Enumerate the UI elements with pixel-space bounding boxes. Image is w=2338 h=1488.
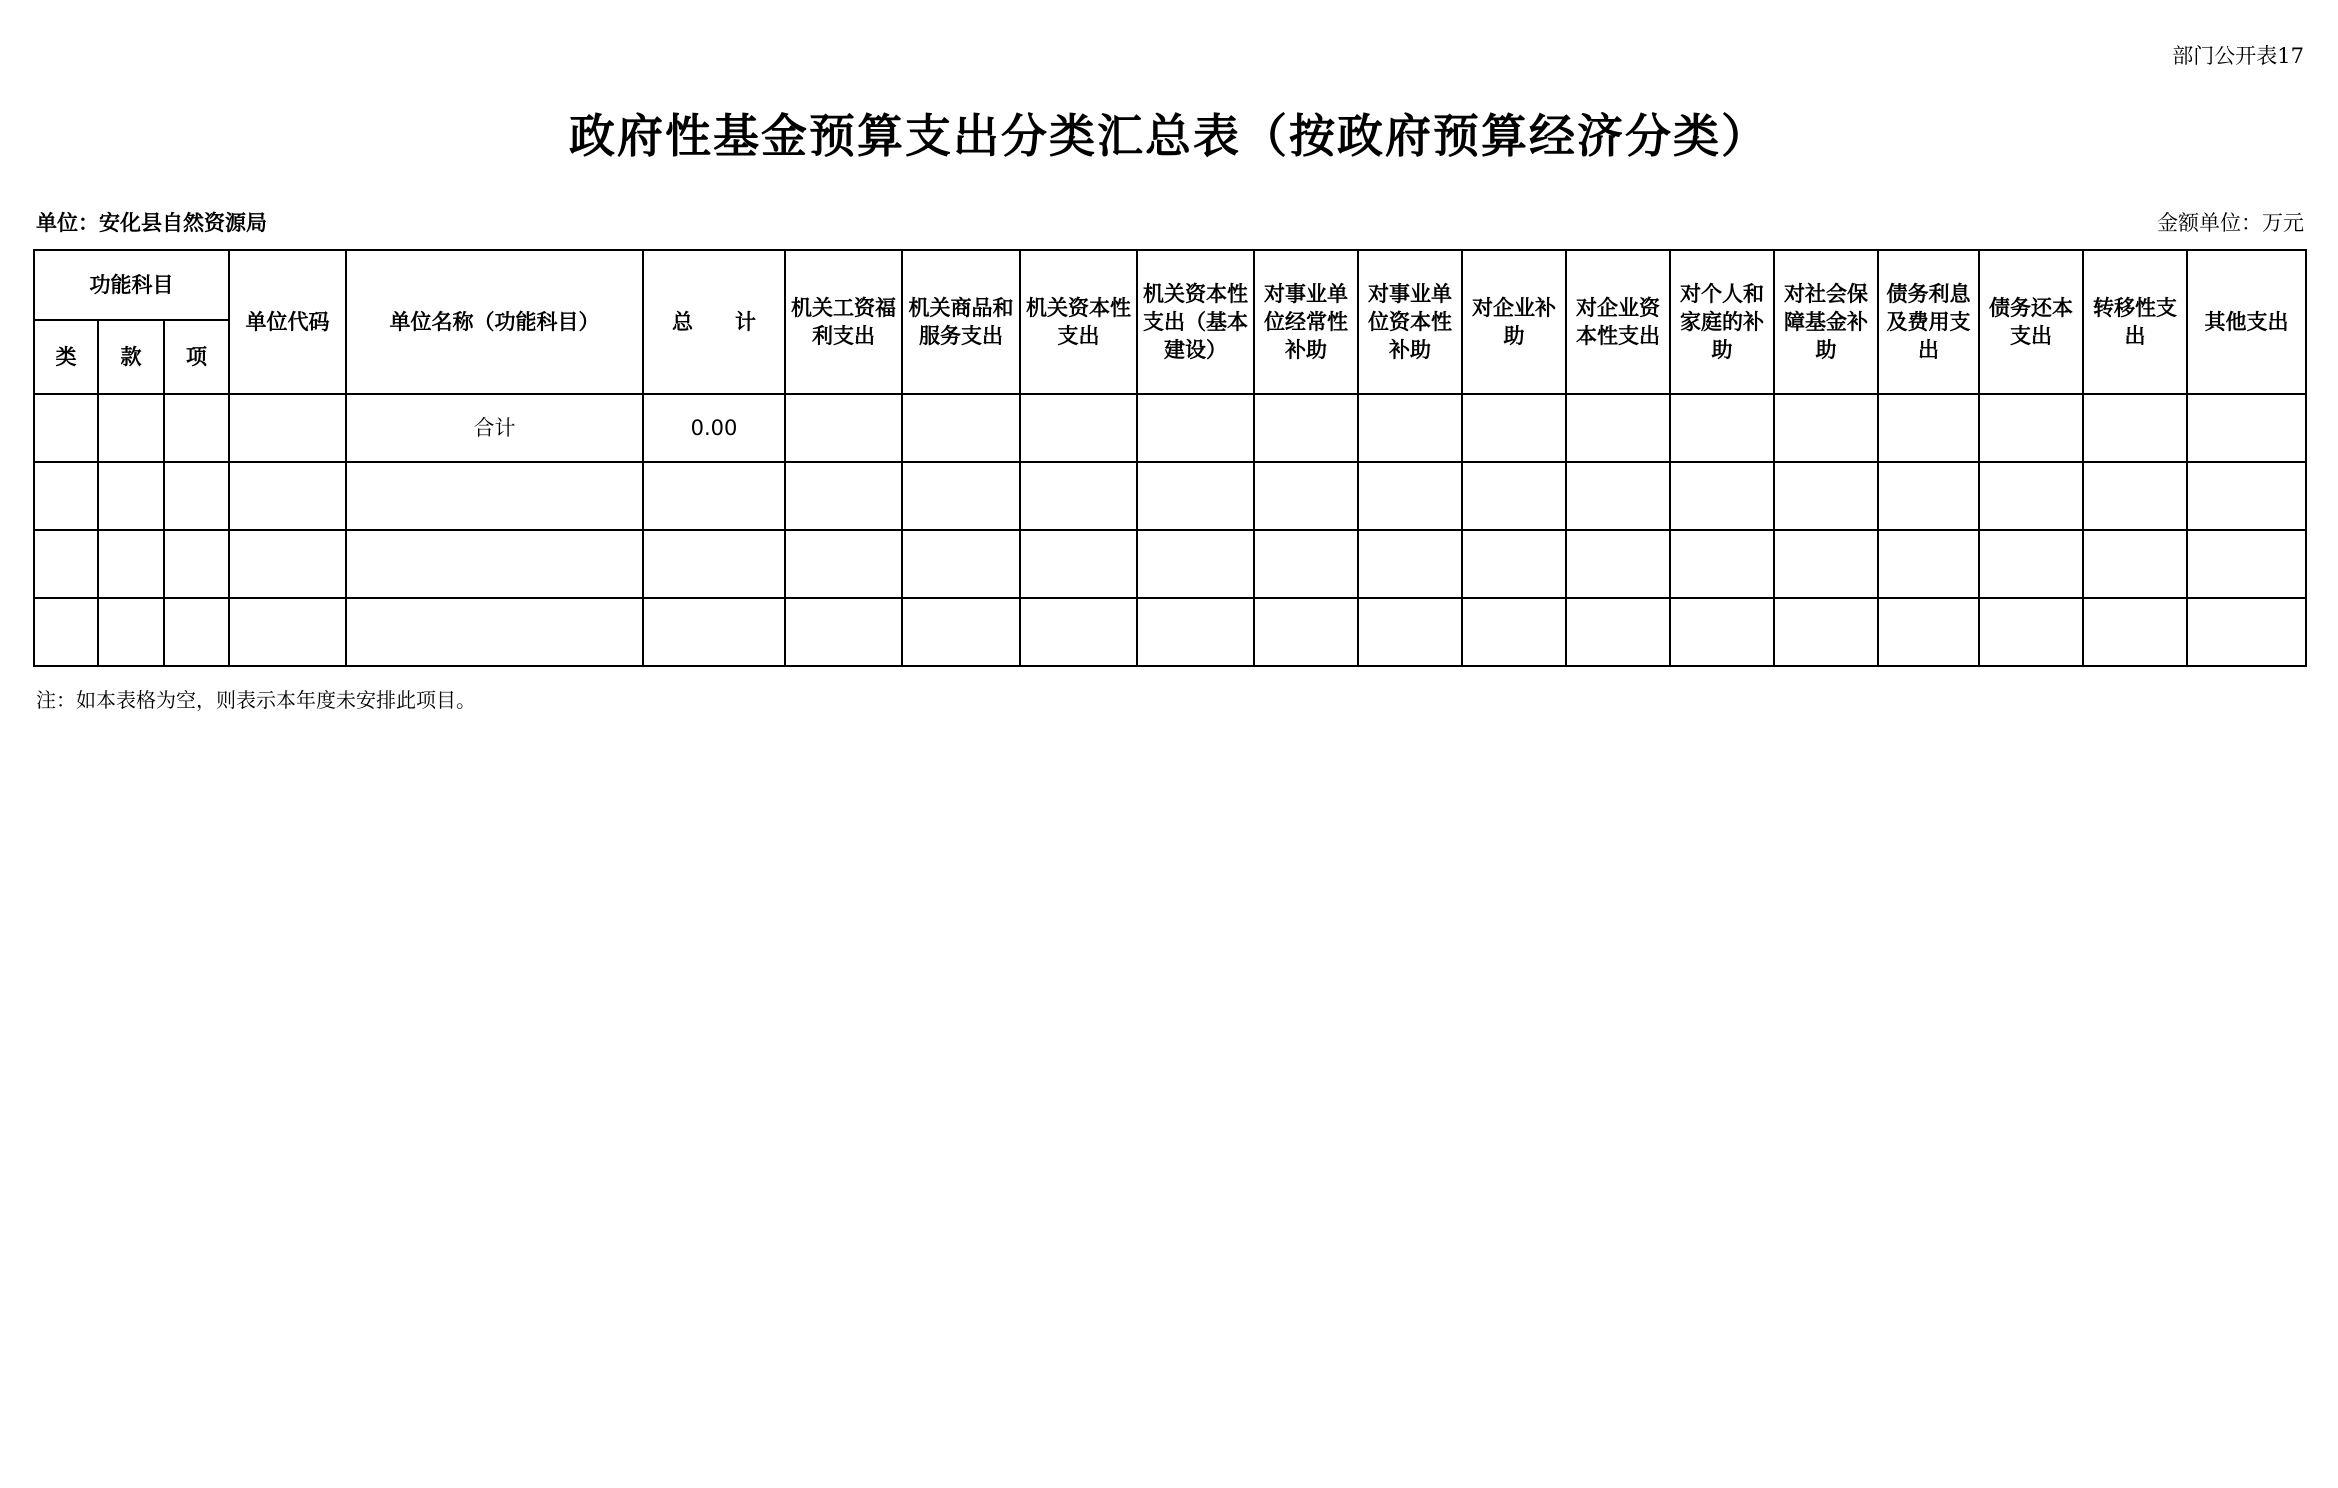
cell-unit-name <box>346 462 643 530</box>
cell <box>1137 530 1254 598</box>
cell-section <box>98 462 164 530</box>
cell-category <box>34 394 98 462</box>
budget-table <box>33 249 2307 667</box>
header-col-3: 机关资本性支出 <box>1020 250 1137 394</box>
cell <box>1358 530 1462 598</box>
cell <box>2187 462 2306 530</box>
cell <box>785 394 902 462</box>
cell <box>1566 394 1670 462</box>
header-item: 项 <box>164 320 229 394</box>
table-row <box>34 530 2306 598</box>
footnote: 注：如本表格为空，则表示本年度未安排此项目。 <box>36 688 476 712</box>
cell <box>902 462 1020 530</box>
cell <box>1670 462 1774 530</box>
cell <box>1670 598 1774 666</box>
cell-section <box>98 530 164 598</box>
cell <box>902 394 1020 462</box>
cell <box>1878 394 1979 462</box>
cell <box>1774 394 1878 462</box>
cell-item <box>164 394 229 462</box>
cell <box>902 530 1020 598</box>
cell <box>1462 598 1566 666</box>
cell-total: 0.00 <box>643 394 785 462</box>
header-col-11: 债务利息及费用支出 <box>1878 250 1979 394</box>
cell-item <box>164 462 229 530</box>
cell <box>785 530 902 598</box>
header-col-4: 机关资本性支出（基本建设） <box>1137 250 1254 394</box>
cell <box>1462 394 1566 462</box>
header-col-12: 债务还本支出 <box>1979 250 2083 394</box>
header-col-8: 对企业资本性支出 <box>1566 250 1670 394</box>
cell <box>1566 462 1670 530</box>
cell-unit-code <box>229 462 346 530</box>
cell <box>785 598 902 666</box>
cell-section <box>98 598 164 666</box>
table-row <box>34 394 2306 462</box>
cell <box>1670 530 1774 598</box>
cell <box>1020 530 1137 598</box>
cell <box>2083 530 2187 598</box>
header-col-2: 机关商品和服务支出 <box>902 250 1020 394</box>
cell-unit-code <box>229 394 346 462</box>
amount-unit: 金额单位：万元 <box>2157 211 2304 235</box>
page-title: 政府性基金预算支出分类汇总表（按政府预算经济分类） <box>569 109 1769 163</box>
header-col-13: 转移性支出 <box>2083 250 2187 394</box>
cell <box>1566 598 1670 666</box>
cell <box>1878 462 1979 530</box>
header-total: 总 计 <box>643 250 785 394</box>
reporting-unit: 单位：安化县自然资源局 <box>36 211 267 235</box>
header-unit-name: 单位名称（功能科目） <box>346 250 643 394</box>
cell <box>1979 394 2083 462</box>
cell <box>1979 530 2083 598</box>
cell <box>1774 598 1878 666</box>
header-unit-code: 单位代码 <box>229 250 346 394</box>
cell <box>1774 462 1878 530</box>
cell-unit-code <box>229 530 346 598</box>
cell <box>2083 394 2187 462</box>
cell-unit-name: 合计 <box>346 394 643 462</box>
cell <box>902 598 1020 666</box>
cell-unit-code <box>229 598 346 666</box>
cell <box>1358 598 1462 666</box>
cell <box>1878 598 1979 666</box>
cell <box>1670 394 1774 462</box>
header-category: 类 <box>34 320 98 394</box>
header-section: 款 <box>98 320 164 394</box>
cell-category <box>34 598 98 666</box>
cell <box>1254 598 1358 666</box>
header-functional-subject: 功能科目 <box>34 250 229 320</box>
cell <box>1979 462 2083 530</box>
header-col-14: 其他支出 <box>2187 250 2306 394</box>
cell-section <box>98 394 164 462</box>
cell <box>1254 530 1358 598</box>
cell-category <box>34 530 98 598</box>
cell-item <box>164 530 229 598</box>
cell <box>1358 462 1462 530</box>
cell <box>1774 530 1878 598</box>
cell-total <box>643 462 785 530</box>
cell-total <box>643 598 785 666</box>
cell <box>1358 394 1462 462</box>
cell-unit-name <box>346 530 643 598</box>
cell-category <box>34 462 98 530</box>
cell <box>1020 462 1137 530</box>
cell <box>1254 462 1358 530</box>
cell <box>2187 394 2306 462</box>
cell <box>1020 394 1137 462</box>
table-row <box>34 462 2306 530</box>
cell <box>2187 598 2306 666</box>
cell <box>2187 530 2306 598</box>
cell-total <box>643 530 785 598</box>
cell <box>1137 394 1254 462</box>
cell <box>1878 530 1979 598</box>
header-col-9: 对个人和家庭的补助 <box>1670 250 1774 394</box>
header-col-10: 对社会保障基金补助 <box>1774 250 1878 394</box>
header-col-6: 对事业单位资本性补助 <box>1358 250 1462 394</box>
cell <box>1020 598 1137 666</box>
cell <box>2083 598 2187 666</box>
cell <box>1137 462 1254 530</box>
cell-item <box>164 598 229 666</box>
cell <box>1979 598 2083 666</box>
header-col-5: 对事业单位经常性补助 <box>1254 250 1358 394</box>
cell <box>1566 530 1670 598</box>
header-col-1: 机关工资福利支出 <box>785 250 902 394</box>
cell <box>1254 394 1358 462</box>
document-number: 部门公开表17 <box>2172 44 2304 68</box>
cell <box>1462 462 1566 530</box>
cell <box>1137 598 1254 666</box>
cell <box>785 462 902 530</box>
header-col-7: 对企业补助 <box>1462 250 1566 394</box>
cell <box>1462 530 1566 598</box>
cell <box>2083 462 2187 530</box>
table-row <box>34 598 2306 666</box>
cell-unit-name <box>346 598 643 666</box>
